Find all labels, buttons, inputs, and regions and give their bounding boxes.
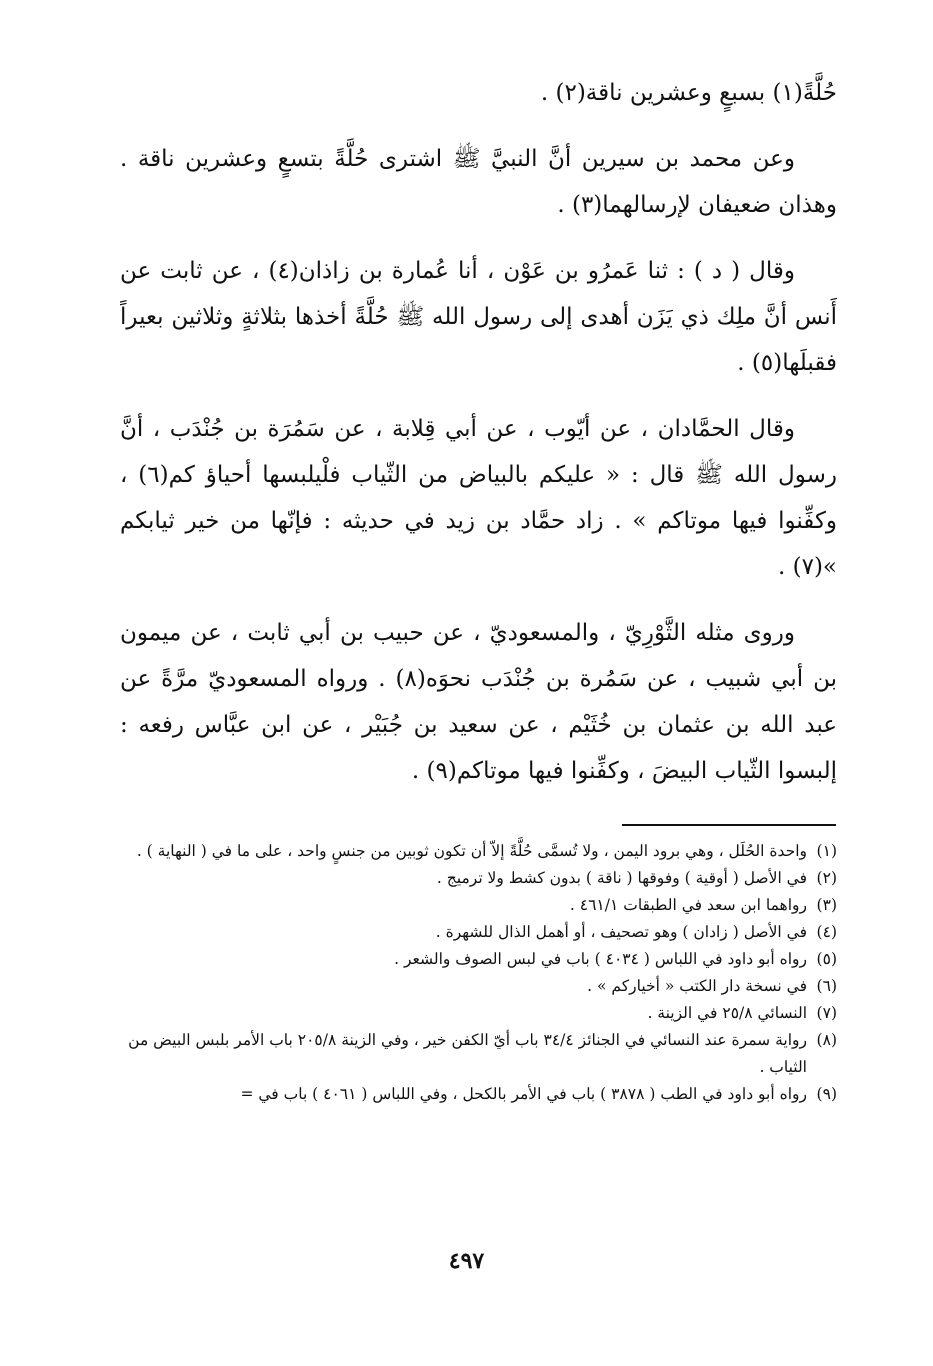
footnote-number: (٩)	[816, 1085, 837, 1103]
footnote-2	[112, 865, 837, 892]
main-text	[120, 70, 837, 794]
footnote-number: (٧)	[816, 1004, 837, 1022]
footnote-number: (٢)	[816, 869, 837, 887]
footnote-number: (٤)	[816, 923, 837, 941]
paragraph-5: وروى مثله الثَّوْرِيّ ، والمسعوديّ ، عن حبيب بن أبي ثابت ، عن ميمون بن أبي شبيب ، عن سَمُرة بن جُنْدَب نحوَه(٨) . ورواه المسعوديّ مرَّةً عن عبد الله بن عثمان بن خُثَيْم ، عن سعيد بن جُبَيْر ، عن ابن عبَّاس رفعه : إلبسوا الثّياب البيضَ ، وكفِّنوا فيها موتاكم(٩) .	[120, 620, 838, 784]
footnote-4	[112, 919, 837, 946]
footnote-text: واحدة الحُلَل ، وهي برود اليمن ، ولا تُسمَّى حُلَّةً إلاّ أن تكون ثوبين من جنسٍ واحد ، على ما في ( النهاية ) .	[136, 842, 807, 860]
footnote-number: (١)	[816, 842, 837, 860]
footnote-number: (٥)	[816, 950, 837, 968]
paragraph-2: وعن محمد بن سيرين أنَّ النبيَّ ﷺ اشترى حُلَّةً بتسعٍ وعشرين ناقة . وهذان ضعيفان لإرسالهما(٣) .	[120, 146, 837, 218]
footnote-text: النسائي ٢٥/٨ في الزينة .	[647, 1004, 807, 1022]
footnote-number: (٦)	[816, 977, 837, 995]
paragraph-4: وقال الحمَّادان ، عن أيّوب ، عن أبي قِلابة ، عن سَمُرَة بن جُنْدَب ، أنَّ رسول الله ﷺ قال : « عليكم بالبياض من الثّياب فلْيلبسها أحياؤ كم(٦) ، وكفِّنوا فيها موتاكم » . زاد حمَّاد بن زيد في حديثه : فإنّها من خير ثيابكم »(٧) .	[120, 416, 838, 580]
footnote-number: (٣)	[816, 896, 837, 914]
footnote-text: رواه أبو داود في اللباس ( ٤٠٣٤ ) باب في لبس الصوف والشعر .	[394, 950, 807, 968]
footnote-3	[112, 892, 837, 919]
paragraph-1: حُلَّةً(١) بسبعٍ وعشرين ناقة(٢) .	[540, 80, 837, 106]
footnote-text: رواهما ابن سعد في الطبقات ٤٦١/١ .	[569, 896, 807, 914]
page-number: ٤٩٧	[448, 1248, 485, 1274]
footnote-text: في الأصل ( أوقية ) وفوقها ( ناقة ) بدون كشط ولا ترميج .	[436, 869, 807, 887]
footnote-6	[112, 973, 837, 1000]
footnote-text: في الأصل ( زادان ) وهو تصحيف ، أو أهمل الذال للشهرة .	[435, 923, 807, 941]
footnote-text: في نسخة دار الكتب « أخياركم » .	[587, 977, 807, 995]
footnote-5	[112, 946, 837, 973]
footnote-text: رواية سمرة عند النسائي في الجنائز ٣٤/٤ باب أيّ الكفن خير ، وفي الزينة ٢٠٥/٨ باب الأمر بلبس البيض من الثياب .	[128, 1031, 807, 1076]
footnote-text: رواه أبو داود في الطب ( ٣٨٧٨ ) باب في الأمر بالكحل ، وفي اللباس ( ٤٠٦١ ) باب في =	[240, 1085, 807, 1103]
footnote-9	[112, 1081, 837, 1108]
footnote-1	[112, 838, 837, 865]
footnote-8	[112, 1027, 837, 1081]
footnote-divider	[622, 824, 836, 826]
footnote-7	[112, 1000, 837, 1027]
footnote-number: (٨)	[816, 1031, 837, 1049]
footnotes	[112, 838, 837, 1108]
paragraph-3: وقال ( د ) : ثنا عَمرُو بن عَوْن ، أنا عُمارة بن زاذان(٤) ، عن ثابت عن أَنس أنَّ ملِك ذي يَزَن أهدى إلى رسول الله ﷺ حُلَّةً أخذها بثلاثةٍ وثلاثين بعيراً فقبلَها(٥) .	[120, 258, 837, 376]
